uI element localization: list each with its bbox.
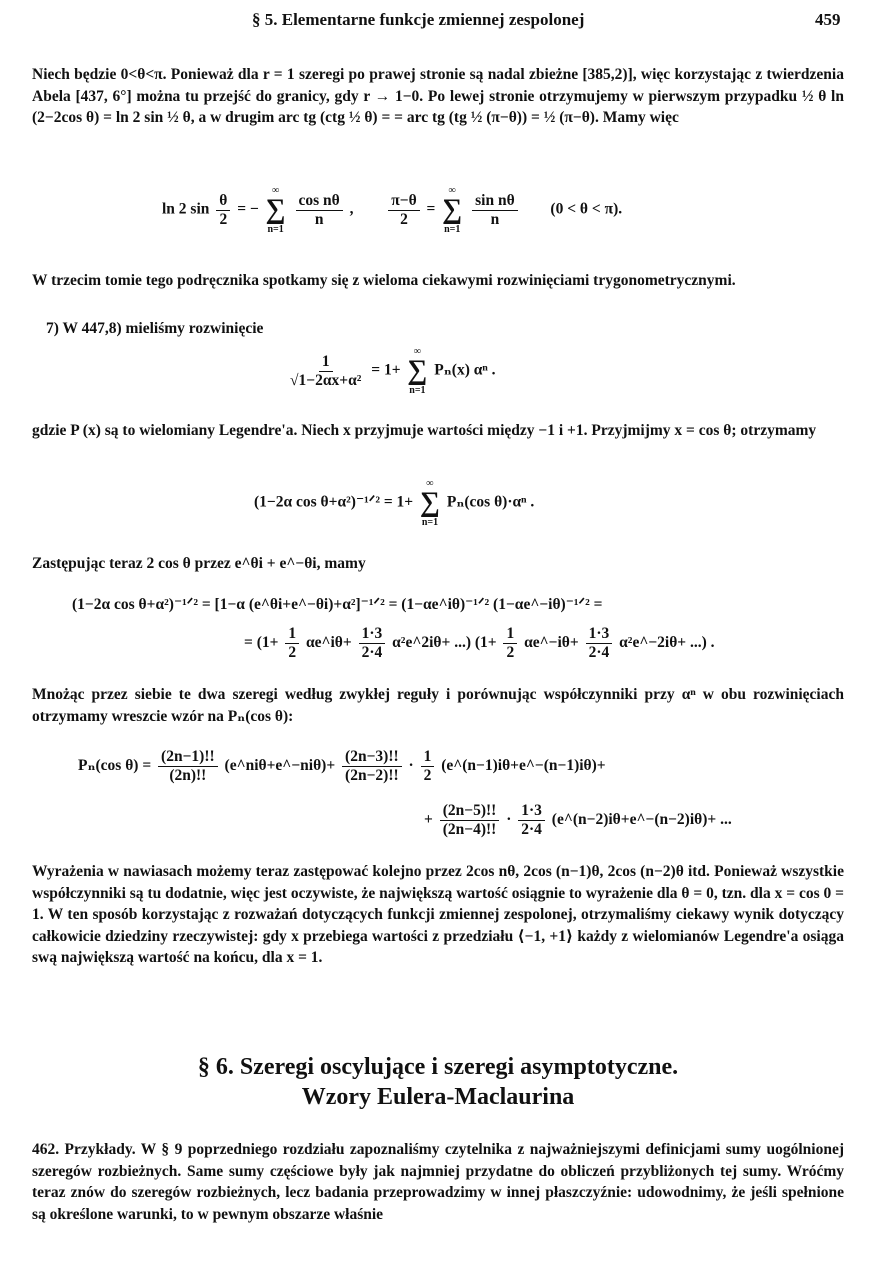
fraction-sin: $\frac{\text{sin nθ}}{n}$ bbox=[472, 192, 518, 229]
range-condition: (0 < θ < π). bbox=[550, 200, 623, 218]
fraction-cos: $\frac{\text{cos nθ}}{n}$ bbox=[296, 192, 343, 229]
sum-symbol: ∞ ∑ n=1 bbox=[265, 185, 286, 235]
running-header: § 5. Elementarne funkcje zmiennej zespolonej bbox=[252, 10, 585, 29]
formula-legendre-generating: $\frac{1}{\text{√1−2αx+α²}}$ = 1+ ∞ ∑ n=1 Pₙ(x) αⁿ . bbox=[284, 346, 496, 396]
fraction-half: $\frac{1}{2}$ bbox=[503, 625, 517, 662]
section-heading-line2: Wzory Eulera-Maclaurina bbox=[301, 1084, 575, 1110]
paragraph-conclusion: Wyrażenia w nawiasach możemy teraz zastępować kolejno przez 2cos nθ, 2cos (n−1)θ, 2cos (n−2)θ itd. Ponieważ wszystkie współczynniki są tu dodatnie, więc jest oczywiste, że największą wartość osiągnie to wyrażenie dla θ = 0, tzn. dla x = cos 0 = 1. W ten sposób korzystając z rozważań dotyczących funkcji zmiennej zespolonej, otrzymaliśmy ciekawy wynik dotyczący całkowicie dziedziny rzeczywistej: gdy x przebiega wartości z przedziału ⟨−1, +1⟩ każdy z wielomianów Legendre'a osiąga swą największą wartość na końcu, dla x = 1. bbox=[32, 863, 844, 967]
sum-symbol: ∞ ∑ n=1 bbox=[442, 185, 463, 235]
sum-symbol: ∞ ∑ n=1 bbox=[407, 346, 428, 396]
fraction-theta-half: $\frac{\theta}{2}$ bbox=[216, 192, 230, 229]
fraction-pi-theta: $\frac{\pi-\theta}{2}$ bbox=[388, 192, 419, 229]
fraction-three-eighths: $\frac{1\cdot 3}{2\cdot 4}$ bbox=[359, 625, 386, 662]
fraction-three-eighths: $\frac{1\cdot 3}{2\cdot 4}$ bbox=[518, 802, 545, 839]
formula-cos-expansion: (1−2α cos θ+α²)⁻¹ᐟ² = 1+ ∞ ∑ n=1 Pₙ(cos θ)·αⁿ . bbox=[254, 478, 535, 528]
paragraph-item-7: 7) W 447,8) mieliśmy rozwinięcie bbox=[46, 320, 264, 337]
paragraph-multiplication: Mnożąc przez siebie te dwa szeregi według zwykłej reguły i porównując współczynniki przy αⁿ w obu rozwinięciach otrzymamy wreszcie wzór na Pₙ(cos θ): bbox=[32, 686, 844, 725]
formula-product-line2: = (1+ $\frac{1}{2}$ αe^iθ+ $\frac{1\cdot 3}{2\cdot 4}$ α²e^2iθ+ ...) (1+ $\frac{1}{2}$ αe^−iθ+ $\frac{1\cdot 3}{2\cdot 4}$ α²e^−2iθ+ ...) . bbox=[244, 625, 715, 661]
sum-symbol: ∞ ∑ n=1 bbox=[420, 478, 440, 528]
paragraph-legendre: gdzie P (x) są to wielomiany Legendre'a. Niech x przyjmuje wartości między −1 i +1. Przyjmijmy x = cos θ; otrzymamy bbox=[32, 422, 817, 439]
formula-pn-line1: Pₙ(cos θ) = $\frac{(2n-1)!!}{(2n)!!}$ (e^niθ+e^−niθ)+ $\frac{(2n-3)!!}{(2n-2)!!}$ · $\frac{1}{2}$ (e^(n−1)iθ+e^−(n−1)iθ)+ bbox=[78, 748, 606, 784]
formula-pn-line2: + $\frac{(2n-5)!!}{(2n-4)!!}$ · $\frac{1\cdot 3}{2\cdot 4}$ (e^(n−2)iθ+e^−(n−2)iθ)+ ... bbox=[424, 802, 732, 838]
formula-log-sin-series: ln 2 sin $\frac{\theta}{2}$ = − ∞ ∑ n=1 $\frac{\text{cos nθ}}{n}$ , $\frac{\pi-\theta}{2}$ = ∞ ∑ n=1 $\frac{\text{sin nθ}}{n}$ (0 < θ < π). bbox=[162, 185, 623, 235]
fraction-double-factorial-1: $\frac{(2n-1)!!}{(2n)!!}$ bbox=[158, 748, 218, 785]
formula-lhs: ln 2 sin bbox=[162, 200, 210, 218]
page-number: 459 bbox=[815, 10, 841, 29]
paragraph-trig: W trzecim tomie tego podręcznika spotkamy się z wieloma ciekawymi rozwinięciami trygonometrycznymi. bbox=[32, 272, 736, 289]
section-heading-line1: § 6. Szeregi oscylujące i szeregi asymptotyczne. bbox=[197, 1054, 679, 1080]
fraction-generating: $\frac{1}{\text{√1−2αx+α²}}$ bbox=[290, 352, 362, 389]
fraction-half: $\frac{1}{2}$ bbox=[421, 748, 435, 785]
paragraph-examples: 462. Przykłady. W § 9 poprzedniego rozdziału zapoznaliśmy czytelnika z najważniejszymi definicjami sumy uogólnionej szeregów rozbieżnych. Same sumy częściowe były jak najmniej przydatne do obliczeń przybliżonych tej sumy. Wróćmy teraz znów do szeregów rozbieżnych, lecz badania przeprowadzimy w innej płaszczyźnie: udowodnimy, że jeśli spełnione są określone warunki, to w pewnym obszarze właśnie bbox=[32, 1141, 844, 1223]
paragraph-abel: Niech będzie 0<θ<π. Ponieważ dla r = 1 szeregi po prawej stronie są nadal zbieżne [385,2)], więc korzystając z twierdzenia Abela [437, 6°] można tu przejść do granicy, gdy r → 1−0. Po lewej stronie otrzymujemy w pierwszym przypadku ½ θ ln (2−2cos θ) = ln 2 sin ½ θ, a w drugim arc tg (ctg ½ θ) = = arc tg (tg ½ (π−θ)) = ½ (π−θ). Mamy więc bbox=[32, 66, 844, 127]
fraction-three-eighths: $\frac{1\cdot 3}{2\cdot 4}$ bbox=[586, 625, 613, 662]
fraction-double-factorial-2: $\frac{(2n-3)!!}{(2n-2)!!}$ bbox=[342, 748, 402, 785]
fraction-double-factorial-3: $\frac{(2n-5)!!}{(2n-4)!!}$ bbox=[440, 802, 500, 839]
fraction-half: $\frac{1}{2}$ bbox=[285, 625, 299, 662]
paragraph-substitution: Zastępując teraz 2 cos θ przez e^θi + e^−θi, mamy bbox=[32, 555, 366, 572]
formula-product-line1: (1−2α cos θ+α²)⁻¹ᐟ² = [1−α (e^θi+e^−θi)+α²]⁻¹ᐟ² = (1−αe^iθ)⁻¹ᐟ² (1−αe^−iθ)⁻¹ᐟ² = bbox=[72, 596, 603, 613]
